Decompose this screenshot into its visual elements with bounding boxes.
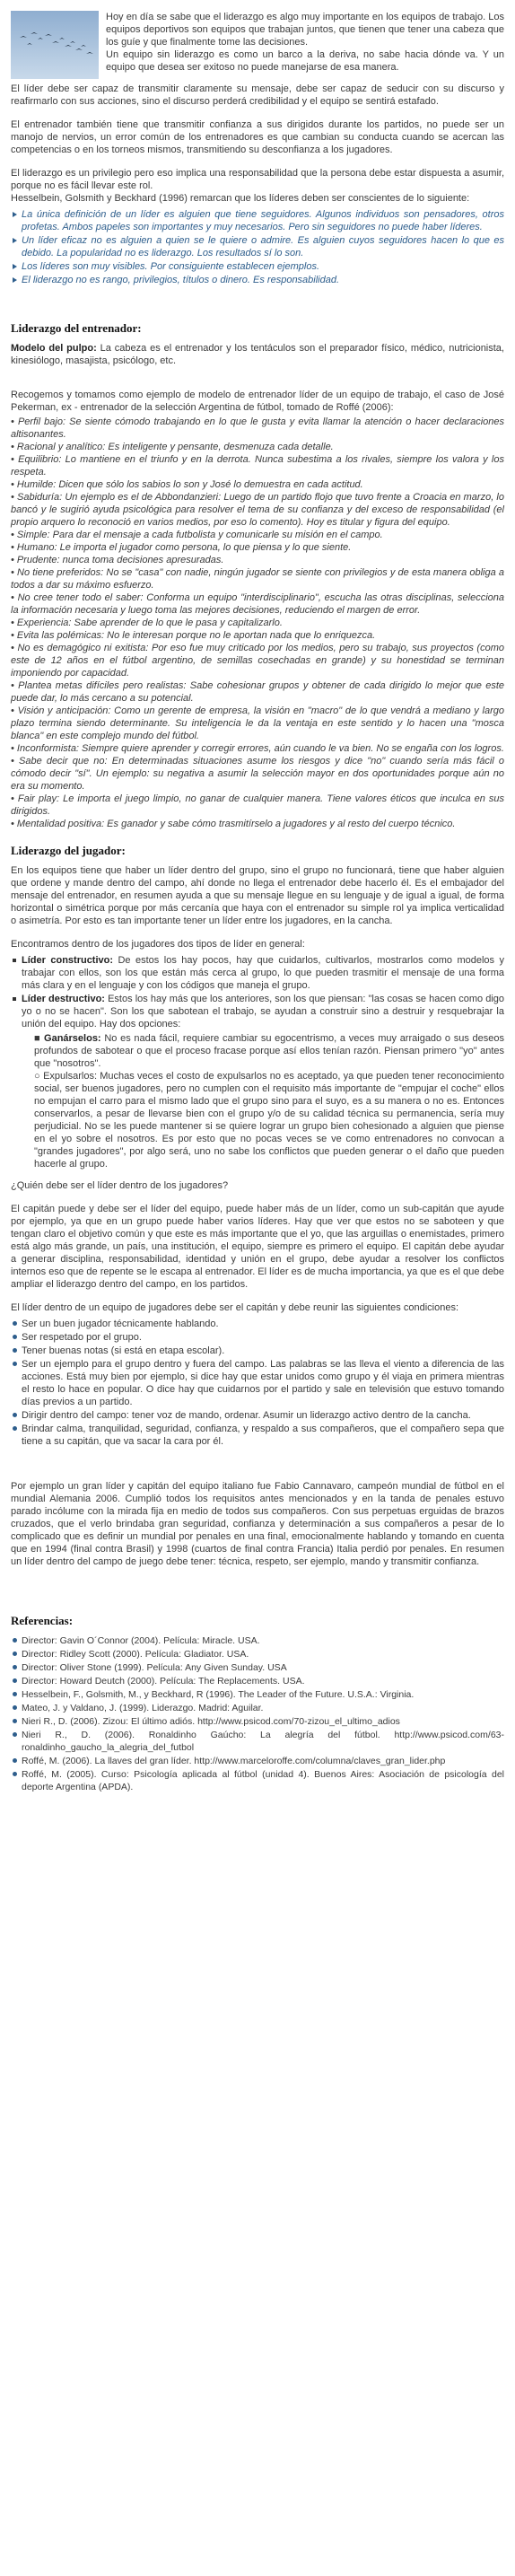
- paragraph: El entrenador también tiene que transmitir confianza a sus dirigidos durante los partidos, no puede ser un manojo de nervios, un error común de los entrenadores es que cambian su conducta cuando se acercan las competencias o en los torneos mismos, transmitiendo su desconfianza a los jugadores.: [11, 119, 504, 155]
- list-item: • Plantea metas difíciles pero realistas: Sabe cohesionar grupos y obtener de cada dirigido lo mejor que este puede dar, lo más cercano a su potencial.: [11, 680, 504, 704]
- list-item: Los líderes son muy visibles. Por consiguiente establecen ejemplos.: [11, 260, 504, 273]
- list-item: • Racional y analítico: Es inteligente y pensante, desmenuza cada detalle.: [11, 442, 334, 452]
- option-expel: ○ Expulsarlos: Muchas veces el costo de expulsarlos no es aceptado, ya que pueden tener reconocimiento social, ser buenos jugadores, pero no cumplen con el requisito más importante de "empujar el coche" ellos no empujan el carro para el mismo lado que el grupo sino para el suyo, es a su manera o no es. Entonces conservarlos, a pesar de llevarse bien con el grupo y/o de su calidad técnica su permanencia, sería muy perjudicial. No se les puede mantener si se quiere lograr un grupo bien cohesionado a alguien que piense en el yo sobre el nosotros. Es por esto que no pocas veces se ve como entrenadores no convocan a "grandes jugadores", por algo será, uno no sabe los conflictos que pueden generar o el daño que pueden hacerle al grupo.: [34, 1071, 504, 1170]
- list-item: • Sabiduría: Un ejemplo es el de Abbondanzieri: Luego de un partido flojo que tuvo frente a Croacia en marzo, lo bancó y le sugirió ayuda psicológica para resolver el tema de su confianza y del exceso de responsabilidad (el propio arquero lo reconoció en varios medios, por eso lo comento). Hoy es titular y figura del equipo.: [11, 492, 504, 528]
- constructive-text: De estos los hay pocos, hay que cuidarlos, cultivarlos, mostrarlos como modelos y trabajar con ellos, son los que están más cerca al grupo, lo que pueden trasmitir el mensaje de una forma más clara y en el lenguaje y con los códigos que maneja el grupo.: [22, 955, 505, 991]
- list-item: Ser un ejemplo para el grupo dentro y fuera del campo. Las palabras se las lleva el viento a diferencia de las acciones. Está muy bien por ejemplo, si dice hay que estar unidos como grupo y él viaja en primera mientras el resto lo hace en popular. O dice hay que cuidarnos por el partido y sale en televisión que estuvo tomando días previos a un partido.: [11, 1358, 504, 1408]
- destructive-options: [34, 1032, 504, 1170]
- paragraph: El líder debe ser capaz de transmitir claramente su mensaje, debe ser capaz de seducir con su discurso y reafirmarlo con sus acciones, sino el discurso perderá credibilidad y el equipo se sentirá estafado.: [11, 83, 504, 107]
- paragraph: El líder dentro de un equipo de jugadores debe ser el capitán y debe reunir las siguientes condiciones:: [11, 1302, 458, 1313]
- list-item: Brindar calma, tranquilidad, seguridad, confianza, y respaldo a sus compañeros, que el compañero sepa que tiene a su capitán, que va sacar la cara por él.: [11, 1423, 504, 1448]
- list-item: • Humilde: Dicen que sólo los sabios lo son y José lo demuestra en cada actitud.: [11, 479, 363, 490]
- question: ¿Quién debe ser el líder dentro de los jugadores?: [11, 1180, 229, 1191]
- reference-item: Roffé, M. (2006). La llaves del gran líder. http://www.marceloroffe.com/columna/claves_gran_lider.php: [11, 1755, 504, 1767]
- list-item: • Visión y anticipación: Como un gerente de empresa, la visión en "macro" de lo que vendrá a mediano y largo plazo termina siendo determinante. Su inteligencia le da la ventaja en este sentido y lo hacen una "mosca blanca" en este complejo mundo del fútbol.: [11, 705, 504, 741]
- list-item: • Experiencia: Sabe aprender de lo que le pasa y capitalizarlo.: [11, 618, 283, 628]
- list-item: • Evita las polémicas: No le interesan porque no le aportan nada que lo enriquezca.: [11, 630, 376, 641]
- model-text: La cabeza es el entrenador y los tentáculos son el preparador físico, médico, nutricionista, kinesiólogo, masajista, psicólogo, etc.: [11, 343, 504, 366]
- list-item: • Perfil bajo: Se siente cómodo trabajando en lo que le gusta y evita llamar la atención o hacer declaraciones altisonantes.: [11, 416, 504, 440]
- list-item: [11, 993, 504, 1170]
- section-heading-player: Liderazgo del jugador:: [11, 844, 126, 857]
- references-heading: Referencias:: [11, 1614, 74, 1627]
- list-item: • Inconformista: Siempre quiere aprender y corregir errores, aún cuando le va bien. No se engaña con los logros.: [11, 743, 504, 754]
- leader-awareness-list: [11, 208, 504, 286]
- list-item: Ser un buen jugador técnicamente hablando.: [11, 1318, 504, 1330]
- constructive-label: Líder constructivo:: [22, 955, 114, 966]
- destructive-text: Estos los hay más que los anteriores, son los que piensan: "las cosas se hacen como digo yo o no se hacen". Son los que sabotean el trabajo, se ayudan a construir sino a destruir y resquebrajar la unión del equipo. Hay dos opciones:: [22, 994, 505, 1030]
- reference-item: Nieri R., D. (2006). Ronaldinho Gaúcho: La alegría del fútbol. http://www.psicod.com/63-ronaldinho_gaucho_la_alegria_del_futbol: [11, 1729, 504, 1754]
- list-item: • Prudente: nunca toma decisiones apresuradas.: [11, 555, 224, 565]
- option-text: No es nada fácil, requiere cambiar su egocentrismo, a veces muy arraigado o sus deseos profundos de sabotear o que el proceso fracase porque así ellos tenían razón. Piensan primero "yo" antes que "nosotros".: [34, 1033, 504, 1069]
- birds-flying-image: [11, 11, 99, 79]
- references-list: [11, 1634, 504, 1793]
- model-label: Modelo del pulpo:: [11, 343, 97, 354]
- list-item: • Equilibrio: Lo mantiene en el triunfo y en la derrota. Nunca subestima a los rivales, siempre los valora y los respeta.: [11, 454, 504, 478]
- list-item: El liderazgo no es rango, privilegios, títulos o dinero. Es responsabilidad.: [11, 274, 504, 286]
- intro-paragraph-2: Un equipo sin liderazgo es como un barco a la deriva, no sabe hacia dónde va. Y un equipo que desea ser exitoso no puede manejarse de esa manera.: [106, 49, 504, 73]
- reference-item: Director: Oliver Stone (1999). Película: Any Given Sunday. USA: [11, 1661, 504, 1674]
- list-item: • No cree tener todo el saber: Conforma un equipo "interdisciplinario", escucha las otras disciplinas, selecciona la información necesaria y luego toma las mejores decisiones, reduciendo el margen de error.: [11, 592, 504, 616]
- intro-paragraph: Hoy en día se sabe que el liderazgo es algo muy importante en los equipos de trabajo. Los equipos deportivos son equipos que trabajan juntos, que tienen que tener una cabeza que los guíe y que finalmente tome las decisiones.: [106, 12, 504, 48]
- list-item: Un líder eficaz no es alguien a quien se le quiere o admire. Es alguien cuyos seguidores hacen lo que es debido. La popularidad no es liderazgo. Los resultados sí lo son.: [11, 234, 504, 259]
- list-item: • No es demagógico ni exitista: Por eso fue muy criticado por los medios, pero su trabajo, sus proyectos (como este de 12 años en el fútbol argentino, de semillas cosechadas en grande) y su honestidad se terminan imponiendo por capacidad.: [11, 643, 504, 679]
- section-heading-coach: Liderazgo del entrenador:: [11, 321, 142, 335]
- list-item: • Simple: Para dar el mensaje a cada futbolista y comunicarle su misión en el campo.: [11, 530, 383, 540]
- list-item: • Humano: Le importa el jugador como persona, lo que piensa y lo que siente.: [11, 542, 352, 553]
- list-item: • No tiene preferidos: No se "casa" con nadie, ningún jugador se siente con privilegios y de esta manera obliga a todos a dar su máximo esfuerzo.: [11, 567, 504, 591]
- reference-item: Director: Ridley Scott (2000). Película: Gladiator. USA.: [11, 1648, 504, 1660]
- reference-item: Director: Gavin O´Connor (2004). Película: Miracle. USA.: [11, 1634, 504, 1647]
- list-item: Dirigir dentro del campo: tener voz de mando, ordenar. Asumir un liderazgo activo dentro de la cancha.: [11, 1409, 504, 1422]
- paragraph: Hesselbein, Golsmith y Beckhard (1996) remarcan que los líderes deben ser conscientes de lo siguiente:: [11, 193, 470, 204]
- reference-item: Nieri R., D. (2006). Zizou: El último adiós. http://www.psicod.com/70-zizou_el_ultimo_adios: [11, 1715, 504, 1728]
- reference-item: Hesselbein, F., Golsmith, M., y Beckhard, R (1996). The Leader of the Future. U.S.A.: Virginia.: [11, 1688, 504, 1701]
- paragraph: El liderazgo es un privilegio pero eso implica una responsabilidad que la persona debe estar dispuesta a asumir, porque no es fácil llevar este rol.: [11, 168, 504, 191]
- option-label: Ganárselos:: [44, 1033, 101, 1044]
- leader-types-list: [11, 954, 504, 1170]
- paragraph: Recogemos y tomamos como ejemplo de modelo de entrenador líder de un equipo de trabajo, el caso de José Pekerman, ex - entrenador de la selección Argentina de fútbol, tomado de Roffé (2006):: [11, 390, 504, 413]
- captain-conditions-list: [11, 1318, 504, 1448]
- list-item: • Fair play: Le importa el juego limpio, no ganar de cualquier manera. Tiene valores éticos que inculca en sus dirigidos.: [11, 793, 504, 817]
- list-item: [11, 954, 504, 992]
- paragraph: En los equipos tiene que haber un líder dentro del grupo, sino el grupo no funcionará, tiene que haber alguien que ordene y mande dentro del campo, ahí donde no llega el entrenador debe hacerlo él. Es el embajador del mensaje del entrenador, en resumen ayuda a que su mensaje llegue en su lenguaje y de igual a igual, de forma horizontal o simétrica porque por más cercanía que haya con el entrenador su simple rol ya implica verticalidad o asimetría. Por esto es tan importante tener un líder entre los jugadores, en la cancha.: [11, 865, 504, 926]
- paragraph: Por ejemplo un gran líder y capitán del equipo italiano fue Fabio Cannavaro, campeón mundial de fútbol en el mundial Alemania 2006. Cumplió todos los requisitos antes mencionados y en la tanda de penales estuvo parado incólume con la mirada fija en medio de todos sus compañeros. Con sus perpetuas erguidas de brazos cruzados, que el verlo brindaba gran seguridad, confianza y determinación a sus compañeros a pesar de lo complicado que es definir un mundial por penales en una final, emocionalmente hablando y tomando en cuenta que en 1994 (final contra Brasil) y 1998 (cuartos de final contra Francia) Italia perdió por penales. En resumen un líder dentro del campo de juego debe tener: técnica, respeto, ser ejemplo, mando y transmitir confianza.: [11, 1481, 504, 1567]
- reference-item: Roffé, M. (2005). Curso: Psicología aplicada al fútbol (unidad 4). Buenos Aires: Asociación de psicología del deporte Argentina (APDA).: [11, 1768, 504, 1793]
- reference-item: Director: Howard Deutch (2000). Película: The Replacements. USA.: [11, 1675, 504, 1687]
- reference-item: Mateo, J. y Valdano, J. (1999). Liderazgo. Madrid: Aguilar.: [11, 1702, 504, 1714]
- paragraph: [11, 342, 504, 367]
- list-item: • Mentalidad positiva: Es ganador y sabe cómo trasmitírselo a jugadores y al resto del cuerpo técnico.: [11, 819, 456, 829]
- destructive-label: Líder destructivo:: [22, 994, 105, 1004]
- list-item: Tener buenas notas (si está en etapa escolar).: [11, 1345, 504, 1357]
- pekerman-traits: [11, 416, 504, 830]
- paragraph: Encontramos dentro de los jugadores dos tipos de líder en general:: [11, 939, 305, 950]
- list-item: La única definición de un líder es alguien que tiene seguidores. Algunos individuos son pensadores, otros profetas. Ambos papeles son importantes y muy necesarios. Pero sin seguidores no puede haber líderes.: [11, 208, 504, 233]
- intro-section: [11, 11, 504, 83]
- list-item: Ser respetado por el grupo.: [11, 1331, 504, 1344]
- option-win-over: ■ Ganárselos: No es nada fácil, requiere cambiar su egocentrismo, a veces muy arraigado o sus deseos profundos de sabotear o que el proceso fracase porque así ellos tenían razón. Piensan primero "yo" antes que "nosotros".: [34, 1033, 504, 1069]
- list-item: • Sabe decir que no: En determinadas situaciones asume los riesgos y dice "no" cuando sería más fácil o cómodo decir "sí". Un ejemplo: su negativa a asumir la selección mayor en dos oportunidades porque aún no era su momento.: [11, 756, 504, 792]
- paragraph: El capitán puede y debe ser el líder del equipo, puede haber más de un líder, como un sub-capitán que ayude por ejemplo, ya que en un grupo puede haber varios líderes. Hay que ver que estos no se saboteen y que tengan claro el objetivo común y que este es más importante que el yo, que las arguillas o enemistades, primero está algo más grande, un país, una institución, el equipo, siempre es primero el equipo. El capitán debe ayudar a generar disciplina, responsabilidad, identidad y unión en el grupo, debe ayudar a resolver los conflictos internos eso que de repente se le escapa al entrenador. El líder es de mucha importancia, ya que es el que debe ampliar el liderazgo dentro del campo, en los partidos.: [11, 1204, 504, 1290]
